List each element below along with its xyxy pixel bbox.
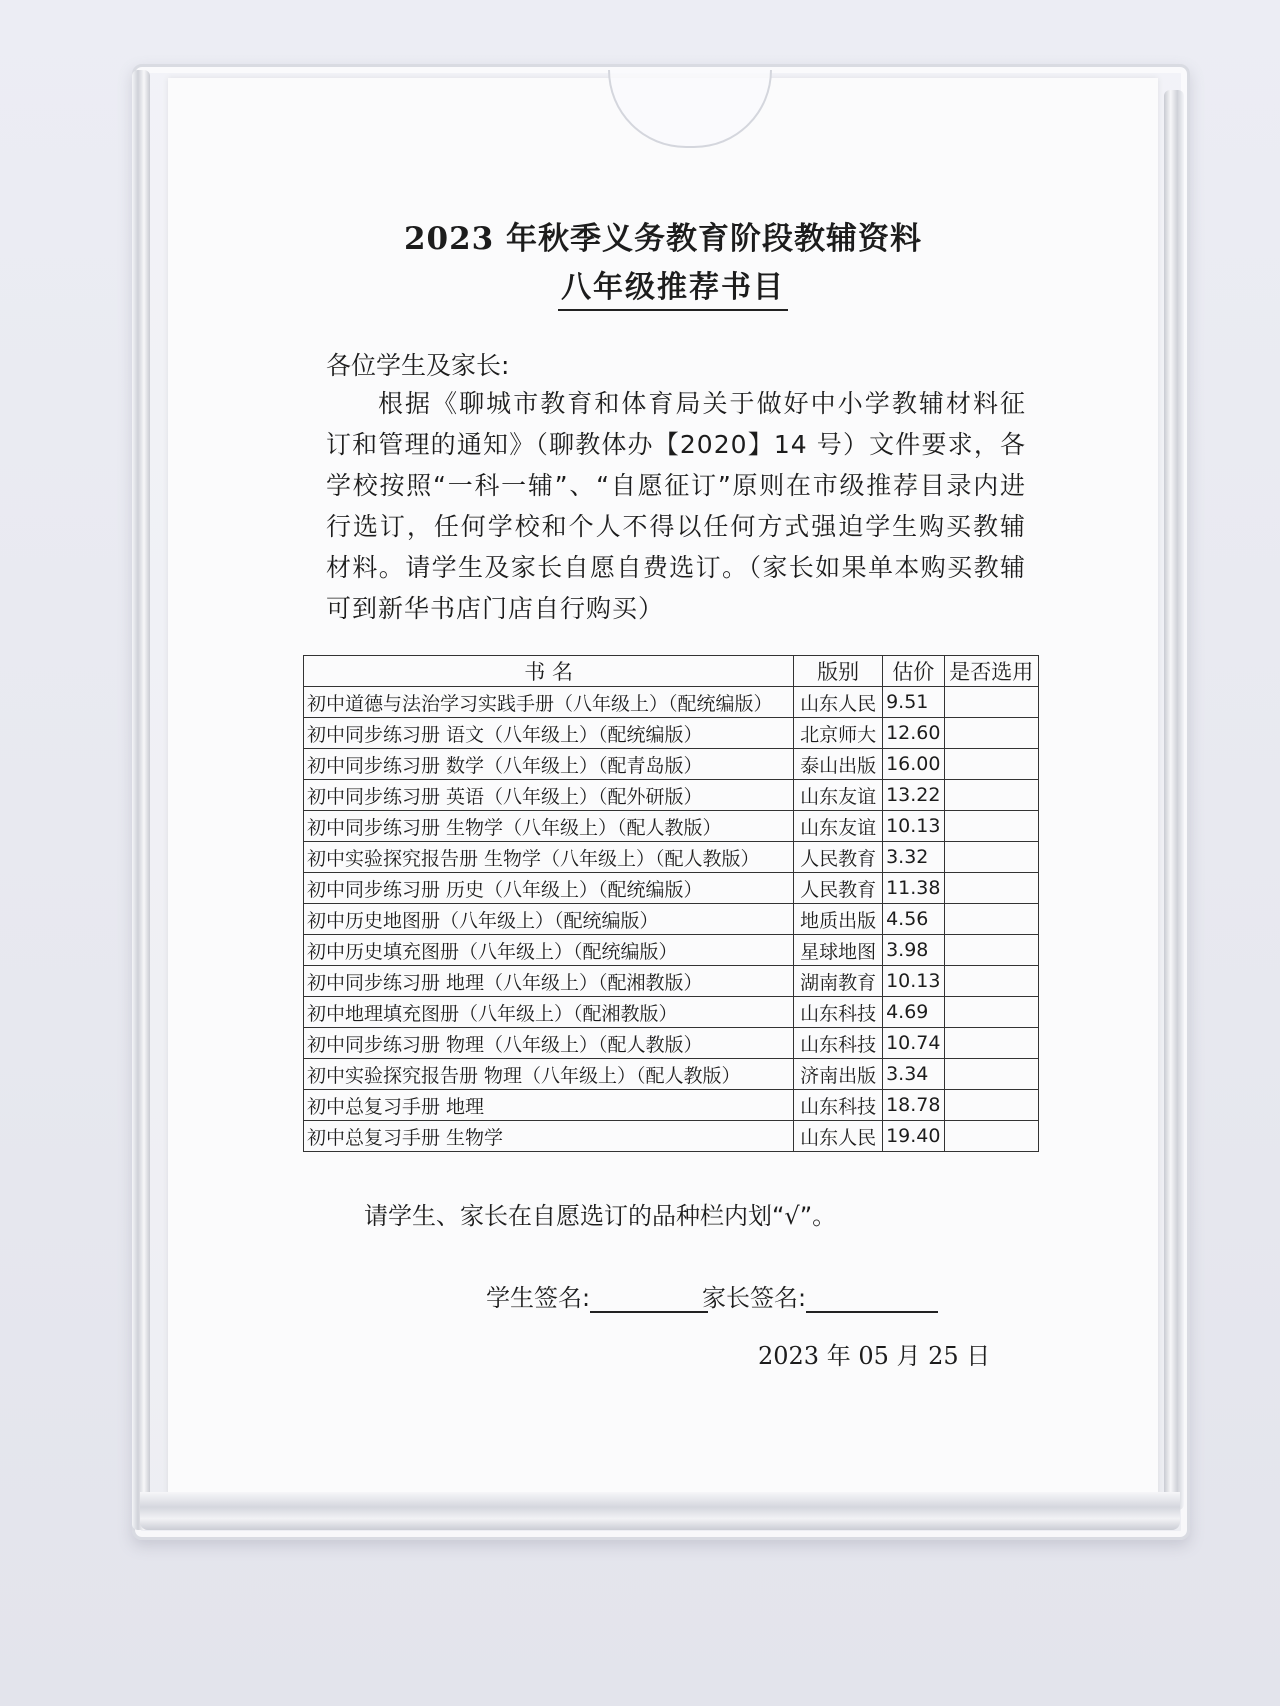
book-name-cell: 初中历史填充图册（八年级上）（配统编版） (304, 935, 794, 966)
select-checkbox-cell[interactable] (944, 811, 1039, 842)
book-name-cell: 初中同步练习册 物理（八年级上）（配人教版） (304, 1028, 794, 1059)
select-checkbox-cell[interactable] (944, 966, 1039, 997)
table-row (304, 780, 1039, 811)
price-cell: 10.13 (883, 811, 944, 842)
price-cell: 11.38 (883, 873, 944, 904)
table-row (304, 811, 1039, 842)
table-row (304, 904, 1039, 935)
table-header-row (304, 656, 1039, 687)
publisher-cell: 山东友谊 (794, 780, 883, 811)
publisher-cell: 济南出版 (794, 1059, 883, 1090)
publisher-cell: 人民教育 (794, 842, 883, 873)
price-cell: 4.56 (883, 904, 944, 935)
price-cell: 18.78 (883, 1090, 944, 1121)
publisher-cell: 山东友谊 (794, 811, 883, 842)
selection-note: 请学生、家长在自愿选订的品种栏内划“√”。 (364, 1202, 837, 1230)
select-checkbox-cell[interactable] (944, 780, 1039, 811)
price-cell: 4.69 (883, 997, 944, 1028)
table-row (304, 935, 1039, 966)
select-checkbox-cell[interactable] (944, 1028, 1039, 1059)
select-checkbox-cell[interactable] (944, 1090, 1039, 1121)
select-checkbox-cell[interactable] (944, 1059, 1039, 1090)
select-checkbox-cell[interactable] (944, 687, 1039, 718)
table-row (304, 749, 1039, 780)
publisher-cell: 山东人民 (794, 687, 883, 718)
notice-paper (168, 78, 1158, 1498)
select-checkbox-cell[interactable] (944, 904, 1039, 935)
header-publisher: 版别 (794, 656, 883, 687)
book-name-cell: 初中同步练习册 语文（八年级上）（配统编版） (304, 718, 794, 749)
document-subtitle: 八年级推荐书目 (558, 262, 788, 311)
select-checkbox-cell[interactable] (944, 749, 1039, 780)
book-list-table (303, 655, 1039, 1152)
table-row (304, 873, 1039, 904)
parent-sign-line[interactable] (806, 1287, 938, 1313)
student-sign-label: 学生签名: (486, 1284, 591, 1312)
parent-signature (702, 1278, 938, 1313)
book-rows (304, 687, 1039, 1152)
document-title: 2023 年秋季义务教育阶段教辅资料 (403, 221, 923, 257)
publisher-cell: 山东科技 (794, 1090, 883, 1121)
price-cell: 3.32 (883, 842, 944, 873)
publisher-cell: 北京师大 (794, 718, 883, 749)
student-signature (486, 1278, 708, 1313)
price-cell: 16.00 (883, 749, 944, 780)
publisher-cell: 湖南教育 (794, 966, 883, 997)
student-sign-line[interactable] (590, 1287, 708, 1313)
price-cell: 3.98 (883, 935, 944, 966)
holder-edge-left (132, 70, 150, 1530)
book-name-cell: 初中同步练习册 历史（八年级上）（配统编版） (304, 873, 794, 904)
book-name-cell: 初中实验探究报告册 生物学（八年级上）（配人教版） (304, 842, 794, 873)
table-row (304, 1028, 1039, 1059)
publisher-cell: 山东人民 (794, 1121, 883, 1152)
greeting: 各位学生及家长: (326, 351, 510, 380)
price-cell: 13.22 (883, 780, 944, 811)
parent-sign-label: 家长签名: (702, 1284, 807, 1312)
book-name-cell: 初中道德与法治学习实践手册（八年级上）（配统编版） (304, 687, 794, 718)
select-checkbox-cell[interactable] (944, 873, 1039, 904)
select-checkbox-cell[interactable] (944, 997, 1039, 1028)
notice-body: 根据《聊城市教育和体育局关于做好中小学教辅材料征订和管理的通知》（聊教体办【2020】14 号）文件要求，各学校按照“一科一辅”、“自愿征订”原则在市级推荐目录内进行选订，任何学校和个人不得以任何方式强迫学生购买教辅材料。请学生及家长自愿自费选订。（家长如果单本购买教辅可到新华书店门店自行购买） (326, 389, 1026, 623)
document-date: 2023 年 05 月 25 日 (758, 1342, 991, 1370)
publisher-cell: 地质出版 (794, 904, 883, 935)
book-name-cell: 初中地理填充图册（八年级上）（配湘教版） (304, 997, 794, 1028)
book-name-cell: 初中同步练习册 地理（八年级上）（配湘教版） (304, 966, 794, 997)
book-name-cell: 初中同步练习册 数学（八年级上）（配青岛版） (304, 749, 794, 780)
header-price: 估价 (883, 656, 944, 687)
price-cell: 12.60 (883, 718, 944, 749)
table-row (304, 997, 1039, 1028)
holder-edge-right (1164, 90, 1184, 1510)
header-book-name: 书 名 (304, 656, 794, 687)
select-checkbox-cell[interactable] (944, 1121, 1039, 1152)
publisher-cell: 星球地图 (794, 935, 883, 966)
table-row (304, 687, 1039, 718)
price-cell: 10.74 (883, 1028, 944, 1059)
book-name-cell: 初中总复习手册 生物学 (304, 1121, 794, 1152)
header-select: 是否选用 (944, 656, 1039, 687)
publisher-cell: 泰山出版 (794, 749, 883, 780)
publisher-cell: 人民教育 (794, 873, 883, 904)
price-cell: 3.34 (883, 1059, 944, 1090)
book-name-cell: 初中同步练习册 生物学（八年级上）（配人教版） (304, 811, 794, 842)
book-name-cell: 初中总复习手册 地理 (304, 1090, 794, 1121)
book-name-cell: 初中实验探究报告册 物理（八年级上）（配人教版） (304, 1059, 794, 1090)
book-name-cell: 初中历史地图册（八年级上）（配统编版） (304, 904, 794, 935)
table-row (304, 718, 1039, 749)
book-name-cell: 初中同步练习册 英语（八年级上）（配外研版） (304, 780, 794, 811)
select-checkbox-cell[interactable] (944, 718, 1039, 749)
price-cell: 9.51 (883, 687, 944, 718)
publisher-cell: 山东科技 (794, 1028, 883, 1059)
table-row (304, 1090, 1039, 1121)
publisher-cell: 山东科技 (794, 997, 883, 1028)
table-row (304, 842, 1039, 873)
select-checkbox-cell[interactable] (944, 935, 1039, 966)
table-row (304, 1059, 1039, 1090)
table-row (304, 1121, 1039, 1152)
price-cell: 19.40 (883, 1121, 944, 1152)
price-cell: 10.13 (883, 966, 944, 997)
holder-bottom-rail (140, 1492, 1180, 1530)
table-row (304, 966, 1039, 997)
select-checkbox-cell[interactable] (944, 842, 1039, 873)
